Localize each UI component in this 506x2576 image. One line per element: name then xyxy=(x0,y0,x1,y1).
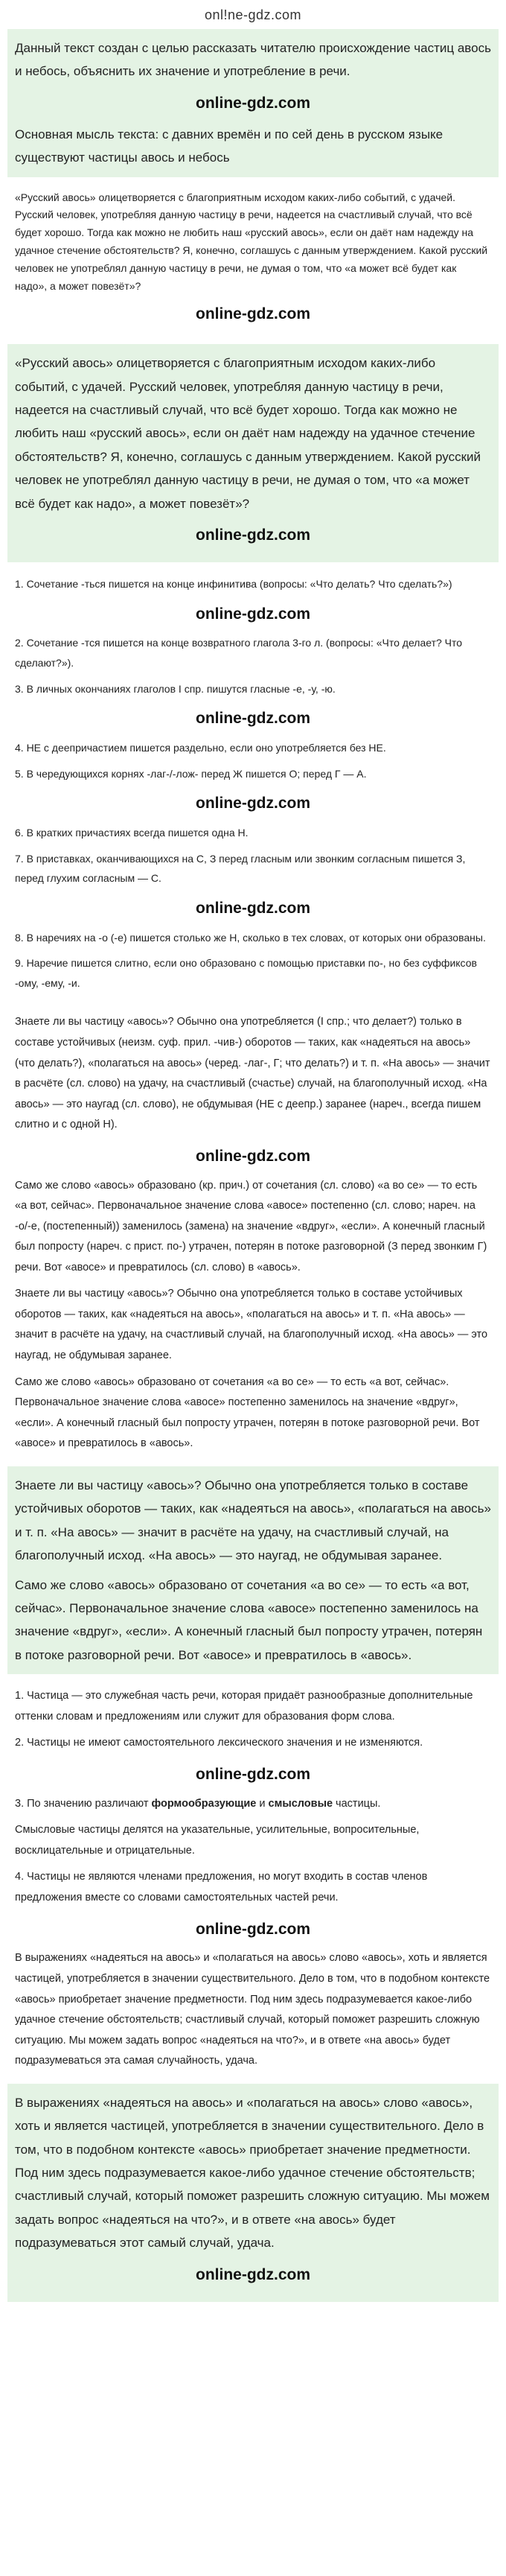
theory-item-1: 1. Частица — это служебная часть речи, которая придаёт разнообразные дополнительные оттенки словам и предложениям или служит для образования форм слова. xyxy=(15,1690,473,1723)
answer-big-block xyxy=(7,344,499,562)
analysis-paragraph-3: Знаете ли вы частицу «авось»? Обычно она употребляется только в составе устойчивых оборотов — таких, как «надеяться на авось», «полагаться на авось» и т. п. «На авось» — значит в расчёте на удачу, на счастливый случай, на благополучный исход. «На авось» — это наугад, не обдумывая заранее. xyxy=(15,1288,488,1362)
theory-item-4: 4. Частицы не являются членами предложения, но могут входить в состав членов предложения вместе со словами самостоятельных частей речи. xyxy=(15,1871,428,1904)
theory-term-formative: формообразующие xyxy=(151,1797,257,1810)
theory-item-3-details: Смысловые частицы делятся на указательные, усилительные, вопросительные, восклицательные и отрицательные. xyxy=(15,1824,420,1857)
analysis-paragraph-2: Само же слово «авось» образовано (кр. прич.) от сочетания (сл. слово) «а во се» — то есть «а вот, сейчас». Первоначальное значение слова «авосе» постепенно (сл. слово; нареч. на -о/-е, (постепенный)) заменилось (замена) на значение «вдруг», «если». А конечный гласный был попросту (нареч. с прист. по-) утрачен, потерян в потоке разговорной (З перед звонким Г) речи. Вот «авосе» и превратилось (сл. слово) в «авось». xyxy=(15,1179,487,1273)
rule-item: 7. В приставках, оканчивающихся на С, З перед гласным или звонким согласным пишется З, перед глухим согласным — С. xyxy=(15,852,466,885)
theory-item-2: 2. Частицы не имеют самостоятельного лексического значения и не изменяются. xyxy=(15,1737,423,1749)
theory-item-3-end: частицы. xyxy=(333,1797,381,1810)
answer-small-block xyxy=(7,182,499,340)
watermark: online-gdz.com xyxy=(196,94,310,112)
rule-item: 6. В кратких причастиях всегда пишется одна Н. xyxy=(15,827,249,839)
rule-item: 2. Сочетание -тся пишется на конце возвратного глагола 3-го л. (вопросы: «Что делает? Что сделают?»). xyxy=(15,637,463,669)
final-text: В выражениях «надеяться на авось» и «полагаться на авось» слово «авось», хоть и является частицей, употребляется в значении существительного. Дело в том, что в подобном контексте «авось» приобретает значение предметности. Под ним здесь подразумевается какое-либо удачное стечение обстоятельств; счастливый случай, который поможет разрешить сложную ситуацию. Мы можем задать вопрос «надеяться на что?», и в ответе «на авось» будет подразумеваться этот самый случай, удача. xyxy=(15,2095,490,2251)
watermark: online-gdz.com xyxy=(196,1920,310,1938)
watermark: online-gdz.com xyxy=(196,1147,310,1165)
answer-small-text: «Русский авось» олицетворяется с благоприятным исходом каких-либо событий, с удачей. Русский человек, употребляя данную частицу в речи, надеется на счастливый случай, что всё будет хорошо. Тогда как можно не любить наш «русский авось», если он даёт нам надежду на удачное стечение обстоятельств? Я, конечно, соглашусь с данным утверждением. Какой русский человек не употреблял данную частицу в речи, не думая о том, что «а может всё будет как надо», а может повезёт»? xyxy=(15,191,488,292)
intro-paragraph-1: Данный текст создан с целью рассказать читателю происхождение частиц авось и небось, объяснить их значение и употребление в речи. xyxy=(15,41,491,79)
watermark: online-gdz.com xyxy=(196,899,310,917)
analysis-block xyxy=(7,1005,499,1461)
theory-block xyxy=(7,1679,499,2079)
theory-term-semantic: смысловые xyxy=(268,1797,333,1810)
watermark: online-gdz.com xyxy=(196,605,310,623)
rule-item: 8. В наречиях на -о (-е) пишется столько же Н, сколько в тех словах, от которых они образованы. xyxy=(15,931,486,944)
final-block xyxy=(7,2084,499,2302)
watermark: online-gdz.com xyxy=(196,2265,310,2283)
theory-item-3-and: и xyxy=(256,1797,269,1810)
intro-block xyxy=(7,29,499,177)
watermark: online-gdz.com xyxy=(196,527,310,544)
analysis-paragraph-1: Знаете ли вы частицу «авось»? Обычно она употребляется (I спр.; что делает?) только в составе устойчивых (неизм. суф. прил. -чив-) оборотов — таких, как «надеяться на авось» (что делать?), «полагаться на авось» (черед. -лаг-, Г; что делать?) и т. п. «На авось» — значит в расчёте (сл. слово) на удачу, на счастливый (счастье) случай, на благополучный исход. «На авось» — это наугад (сл. слово), не обдумывая (НЕ с деепр.) заранее (нареч., всегда пишем слитно и с одной Н). xyxy=(15,1016,490,1131)
analysis-big-paragraph-1: Знаете ли вы частицу «авось»? Обычно она употребляется только в составе устойчивых оборотов — таких, как «надеяться на авось», «полагаться на авось» и т. п. «На авось» — значит в расчёте на удачу, на счастливый случай, на благополучный исход. «На авось» — это наугад, не обдумывая заранее. xyxy=(15,1478,491,1563)
theory-item-3-start: 3. По значению различают xyxy=(15,1797,152,1810)
rule-item: 4. НЕ с деепричастием пишется раздельно, если оно употребляется без НЕ. xyxy=(15,742,386,754)
answer-big-text: «Русский авось» олицетворяется с благоприятным исходом каких-либо событий, с удачей. Русский человек, употребляя данную частицу в речи, надеется на счастливый случай, что всё будет хорошо. Тогда как можно не любить наш «русский авось», если он даёт нам надежду на удачное стечение обстоятельств? Я, конечно, соглашусь с данным утверждением. Какой русский человек не употреблял данную частицу в речи, не думая о том, что «а может всё будет как надо», а может повезёт»? xyxy=(15,356,481,511)
analysis-big-block xyxy=(7,1466,499,1675)
analysis-big-paragraph-2: Само же слово «авось» образовано от сочетания «а во се» — то есть «а вот, сейчас». Первоначальное значение слова «авосе» постепенно заменилось на значение «вдруг», «если». А конечный гласный был попросту утрачен, потерян в потоке разговорной речи. Вот «авосе» и превратилось в «авось». xyxy=(15,1577,483,1662)
rules-block xyxy=(7,567,499,1001)
intro-paragraph-2: Основная мысль текста: с давних времён и по сей день в русском языке существуют частицы авось и небось xyxy=(15,127,443,165)
site-logo: onl!ne-gdz.com xyxy=(204,7,302,22)
rule-item: 5. В чередующихся корнях -лаг-/-лож- перед Ж пишется О; перед Г — А. xyxy=(15,767,367,780)
watermark: online-gdz.com xyxy=(196,795,310,812)
rule-item: 1. Сочетание -ться пишется на конце инфинитива (вопросы: «Что делать? Что сделать?») xyxy=(15,577,452,590)
theory-item-3 xyxy=(15,1794,491,1815)
watermark: online-gdz.com xyxy=(196,305,310,323)
analysis-paragraph-4: Само же слово «авось» образовано от сочетания «а во се» — то есть «а вот, сейчас». Первоначальное значение слова «авосе» постепенно заменилось на значение «вдруг», «если». А конечный гласный был попросту утрачен, потерян в потоке разговорной речи. Вот «авосе» и превратилось в «авось». xyxy=(15,1376,480,1450)
rule-item: 3. В личных окончаниях глаголов I спр. пишутся гласные -е, -у, -ю. xyxy=(15,682,336,695)
watermark: online-gdz.com xyxy=(196,1765,310,1783)
watermark: online-gdz.com xyxy=(196,710,310,728)
rule-item: 9. Наречие пишется слитно, если оно образовано с помощью приставки по-, но без суффиксов -ому, -ему, -и. xyxy=(15,957,477,989)
theory-item-5: В выражениях «надеяться на авось» и «полагаться на авось» слово «авось», хоть и является частицей, употребляется в значении существительного. Дело в том, что в подобном контексте «авось» приобретает значение предметности. Под ним здесь подразумевается какое-либо удачное стечение обстоятельств; счастливый случай, который поможет разрешить сложную ситуацию. Мы можем задать вопрос «надеяться на что?», и в ответе «на авось» будет подразумеваться эта самая случайность, удача. xyxy=(15,1952,490,2067)
